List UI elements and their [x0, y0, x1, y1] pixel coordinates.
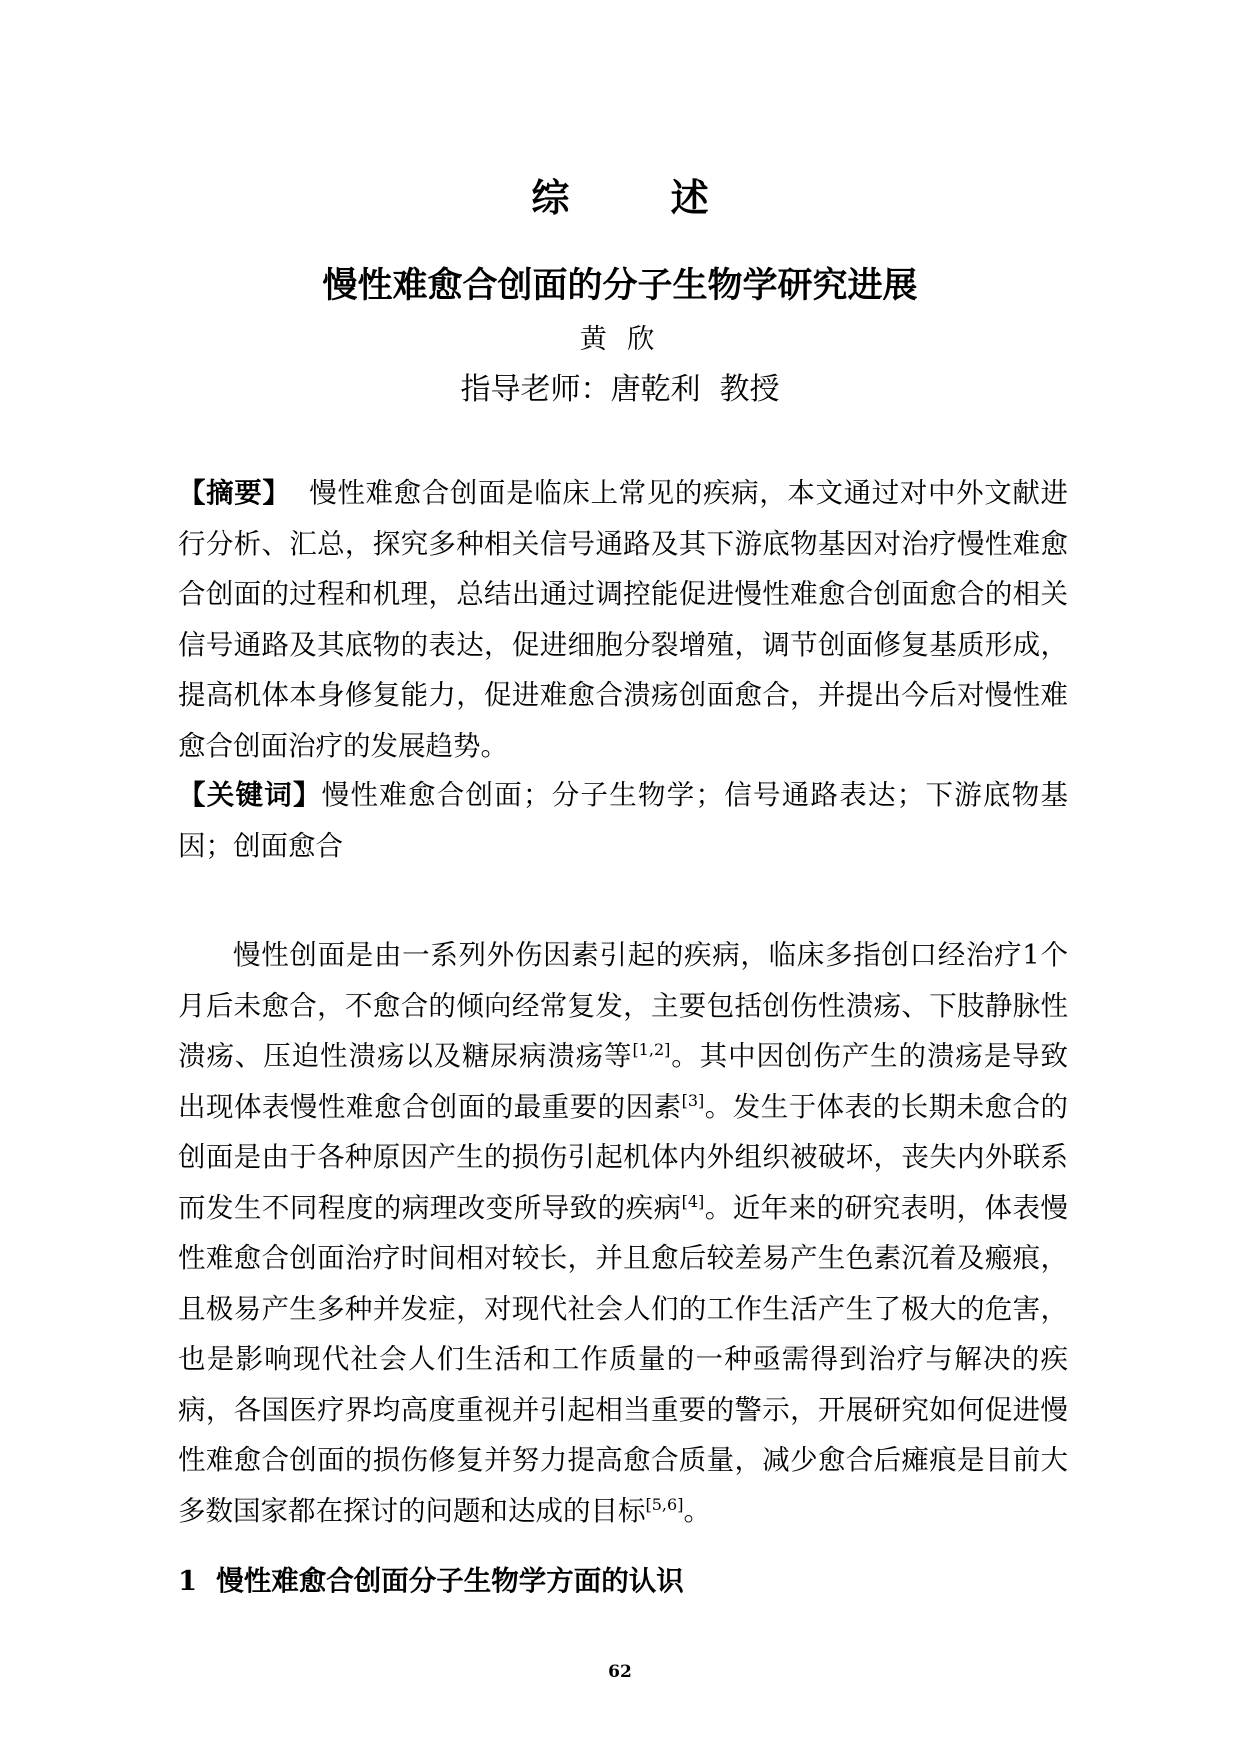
advisor-name: 唐乾利 教授: [610, 372, 780, 407]
citation-ref: [4]: [681, 1191, 705, 1211]
paper-title: 慢性难愈合创面的分子生物学研究进展: [322, 265, 918, 306]
body-text-segment: 慢性创面是由一系列外伤因素引起的疾病，临床多指创口经治疗1个月后未愈合，不愈合的倾向经常复发，主要包括创伤性溃疡、下肢静脉性溃疡、压迫性溃疡以及糖尿病溃疡等: [178, 939, 1068, 1072]
body-text-segment: 。发生于体表的长期未愈合的创面是由于各种原因产生的损伤引起机体内外组织被破坏，丧失内外联系而发生不同程度的病理改变所导致的疾病: [178, 1090, 1068, 1224]
section-heading: 综 述: [531, 175, 753, 220]
body-text-segment: 。其中因创伤产生的溃疡是导致出现体表慢性难愈合创面的最重要的因素: [178, 1040, 1069, 1123]
abstract-label: 【摘要】: [178, 477, 291, 509]
section-subheading: 1 慢性难愈合创面分子生物学方面的认识: [178, 1565, 684, 1597]
abstract-text: 慢性难愈合创面是临床上常见的疾病，本文通过对中外文献进行分析、汇总，探究多种相关信号通路及其下游底物基因对治疗慢性难愈合创面的过程和机理，总结出通过调控能促进慢性难愈合创面愈合的相关信号通路及其底物的表达，促进细胞分裂增殖，调节创面修复基质形成，提高机体本身修复能力，促进难愈合溃疡创面愈合，并提出今后对慢性难愈合创面治疗的发展趋势。: [178, 477, 1069, 762]
author-name: 黄 欣: [579, 324, 661, 355]
citation-ref: [3]: [681, 1090, 705, 1110]
citation-ref: [5,6]: [645, 1494, 684, 1514]
keywords-label: 【关键词】: [178, 779, 322, 811]
keywords-paragraph: [178, 770, 1068, 871]
body-paragraph: [178, 930, 1068, 1536]
citation-ref: [1,2]: [632, 1040, 671, 1059]
advisor-label: 指导老师：: [460, 372, 611, 407]
abstract-paragraph: [178, 468, 1068, 771]
keywords-text: 慢性难愈合创面；分子生物学；信号通路表达；下游底物基因；创面愈合: [178, 779, 1068, 862]
page-number: 62: [608, 1662, 632, 1682]
body-text-segment: 。近年来的研究表明，体表慢性难愈合创面治疗时间相对较长，并且愈后较差易产生色素沉着及瘢痕，且极易产生多种并发症，对现代社会人们的工作生活产生了极大的危害，也是影响现代社会人们生活和工作质量的一种亟需得到治疗与解决的疾病，各国医疗界均高度重视并引起相当重要的警示，开展研究如何促进慢性难愈合创面的损伤修复并努力提高愈合质量，减少愈合后瘫痕是目前大多数国家都在探讨的问题和达成的目标: [178, 1191, 1068, 1527]
advisor-line: [0, 368, 1240, 412]
body-text-segment: 。: [683, 1494, 711, 1527]
